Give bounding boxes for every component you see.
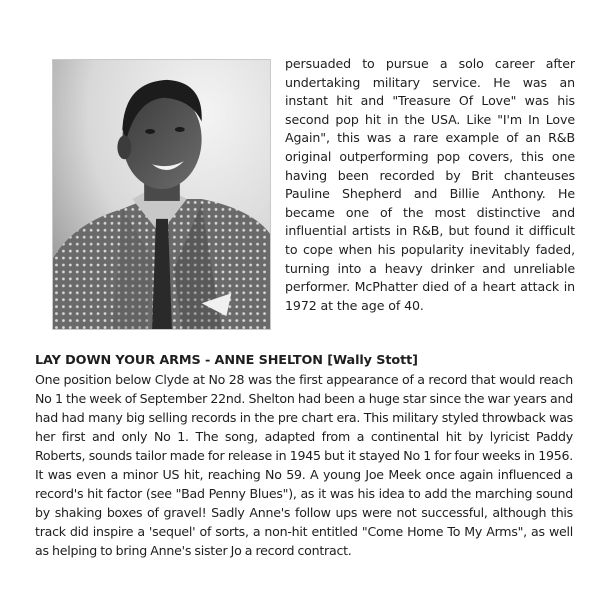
song-description: One position below Clyde at No 28 was the first appearance of a record that would reach No 1 the week of September 22nd. Shelton had been a huge star since the war years and had had many big selling records in the pre chart era. This military styled throwback was her first and only No 1. The song, adapted from a continental hit by lyricist Paddy Roberts, sounds tailor made for release in 1945 but it stayed No 1 for four weeks in 1956. It was even a minor US hit, reaching No 59. A young Joe Meek once again influenced a record's hit factor (see "Bad Penny Blues"), as it was his idea to add the marching sound by shaking boxes of gravel! Sadly Anne's follow ups were not successful, although this track did inspire a 'sequel' of sorts, a non-hit entitled "Come Home To My Arms", as well as helping to bring Anne's sister Jo a record contract. [35,372,573,558]
portrait-photo [52,59,271,330]
portrait-illustration [53,60,270,329]
intro-column [285,55,575,315]
song-heading: LAY DOWN YOUR ARMS - ANNE SHELTON [Wally Stott] [35,353,418,368]
song-entry-section [35,351,573,560]
intro-paragraph: persuaded to pursue a solo career after undertaking military service. He was an instant hit and "Treasure Of Love" was his second pop hit in the USA. Like "I'm In Love Again", this was a rare example of an R&B original outperforming pop covers, this one having been recorded by Brit chanteuses Pauline Shepherd and Billie Anthony. He became one of the most distinctive and influential artists in R&B, but found it difficult to cope when his popularity inevitably faded, turning into a heavy drinker and unreliable performer. McPhatter died of a heart attack in 1972 at the age of 40. [285,56,575,313]
